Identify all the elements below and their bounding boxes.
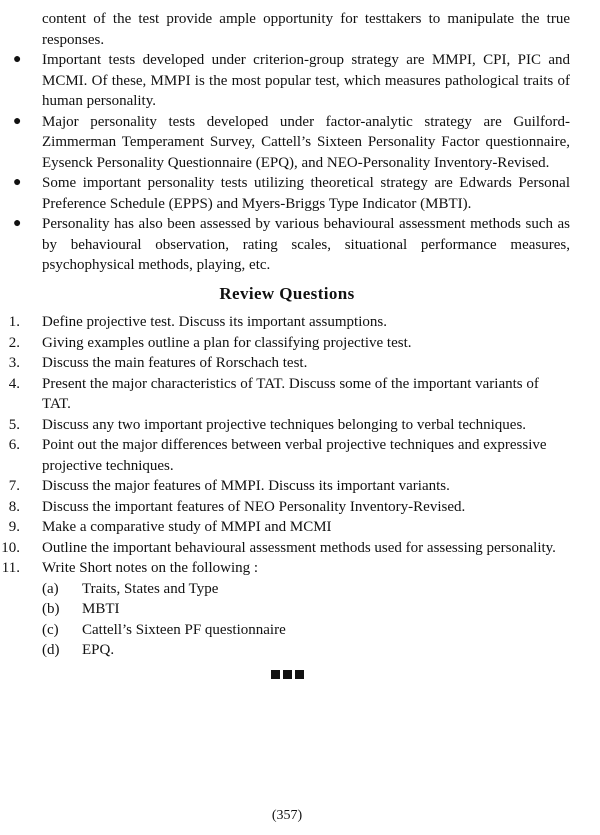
question-text: Present the major characteristics of TAT. Discuss some of the important variants of TAT.: [42, 375, 539, 412]
review-question-list: [0, 312, 600, 661]
question-item: [0, 415, 600, 436]
question-number: 11.: [1, 560, 20, 576]
bullet-item: [0, 214, 600, 276]
question-item: [0, 558, 600, 579]
bullet-marker-icon: ●: [13, 52, 22, 67]
bullet-item: [0, 50, 600, 112]
page-number: (357): [271, 808, 303, 823]
question-text: Point out the major differences between verbal projective techniques and expressive projective techniques.: [42, 437, 547, 474]
question-text: Giving examples outline a plan for classifying projective test.: [42, 334, 412, 351]
bullet-text: Important tests developed under criterion-group strategy are MMPI, CPI, PIC and MCMI. Of these, MMPI is the most popular test, which measures pathological traits of human personality.: [42, 52, 570, 109]
question-number: 2.: [8, 334, 20, 351]
bullet-text: content of the test provide ample opportunity for testtakers to manipulate the true responses.: [42, 11, 570, 48]
short-note-item: [0, 599, 600, 620]
question-item: [0, 538, 600, 559]
bullet-continuation: [0, 9, 600, 50]
question-text: Write Short notes on the following :: [42, 560, 259, 576]
question-text: Discuss any two important projective techniques belonging to verbal techniques.: [42, 416, 527, 433]
question-text: Outline the important behavioural assessment methods used for assessing personality.: [42, 539, 556, 556]
question-text: Discuss the main features of Rorschach test.: [42, 355, 308, 371]
bullet-item: [0, 173, 600, 214]
bullet-text: Personality has also been assessed by various behavioural assessment methods such as by behavioural observation, rating scales, situational performance measures, psychophysical methods, playing, etc.: [42, 216, 570, 273]
short-note-text: MBTI: [82, 601, 120, 617]
question-item: [0, 497, 600, 518]
bullet-marker-icon: ●: [13, 216, 22, 231]
square-icon: [283, 670, 292, 679]
bullet-marker-icon: ●: [13, 175, 22, 190]
question-number: 5.: [8, 416, 20, 433]
question-text: Discuss the major features of MMPI. Discuss its important variants.: [42, 478, 450, 494]
question-text: Define projective test. Discuss its important assumptions.: [42, 314, 387, 330]
question-item: [0, 374, 600, 415]
question-item: [0, 312, 600, 333]
square-icon: [271, 670, 280, 679]
question-number: 7.: [8, 478, 20, 494]
bullet-item: [0, 112, 600, 174]
short-note-text: Cattell’s Sixteen PF questionnaire: [82, 621, 286, 638]
question-item: [0, 517, 600, 538]
question-item: [0, 435, 600, 476]
question-number: 1.: [8, 314, 20, 330]
question-number: 3.: [8, 355, 20, 371]
question-item: [0, 353, 600, 374]
question-item: [0, 476, 600, 497]
question-number: 8.: [8, 498, 20, 515]
short-note-letter: (a): [42, 580, 59, 597]
short-note-letter: (b): [42, 601, 60, 617]
section-end-ornament: [0, 666, 574, 684]
question-number: 4.: [8, 375, 20, 392]
question-text: Discuss the important features of NEO Personality Inventory-Revised.: [42, 498, 466, 515]
short-note-letter: (c): [42, 621, 59, 638]
bullet-text: Some important personality tests utilizing theoretical strategy are Edwards Personal Preference Schedule (EPPS) and Myers-Briggs Type Indicator (MBTI).: [42, 175, 570, 212]
section-heading: Review Questions: [219, 284, 355, 303]
short-note-item: [0, 579, 600, 600]
question-number: 9.: [8, 519, 20, 535]
question-item: [0, 333, 600, 354]
summary-bullet-list: [0, 9, 600, 276]
question-text: Make a comparative study of MMPI and MCMI: [42, 519, 332, 535]
question-number: 10.: [1, 539, 20, 556]
short-note-item: [0, 640, 600, 661]
bullet-text: Major personality tests developed under factor-analytic strategy are Guilford-Zimmerman Temperament Survey, Cattell’s Sixteen Personality Factor questionnaire, Eysenck Personality Questionnaire (EPQ), and NEO-Personality Inventory-Revised.: [42, 113, 570, 171]
short-notes-list: [0, 579, 600, 661]
short-note-text: Traits, States and Type: [82, 580, 219, 597]
question-number: 6.: [8, 437, 20, 453]
short-note-text: EPQ.: [82, 642, 115, 658]
bullet-marker-icon: ●: [13, 113, 22, 129]
square-icon: [295, 670, 304, 679]
short-note-letter: (d): [42, 642, 60, 658]
short-note-item: [0, 620, 600, 641]
